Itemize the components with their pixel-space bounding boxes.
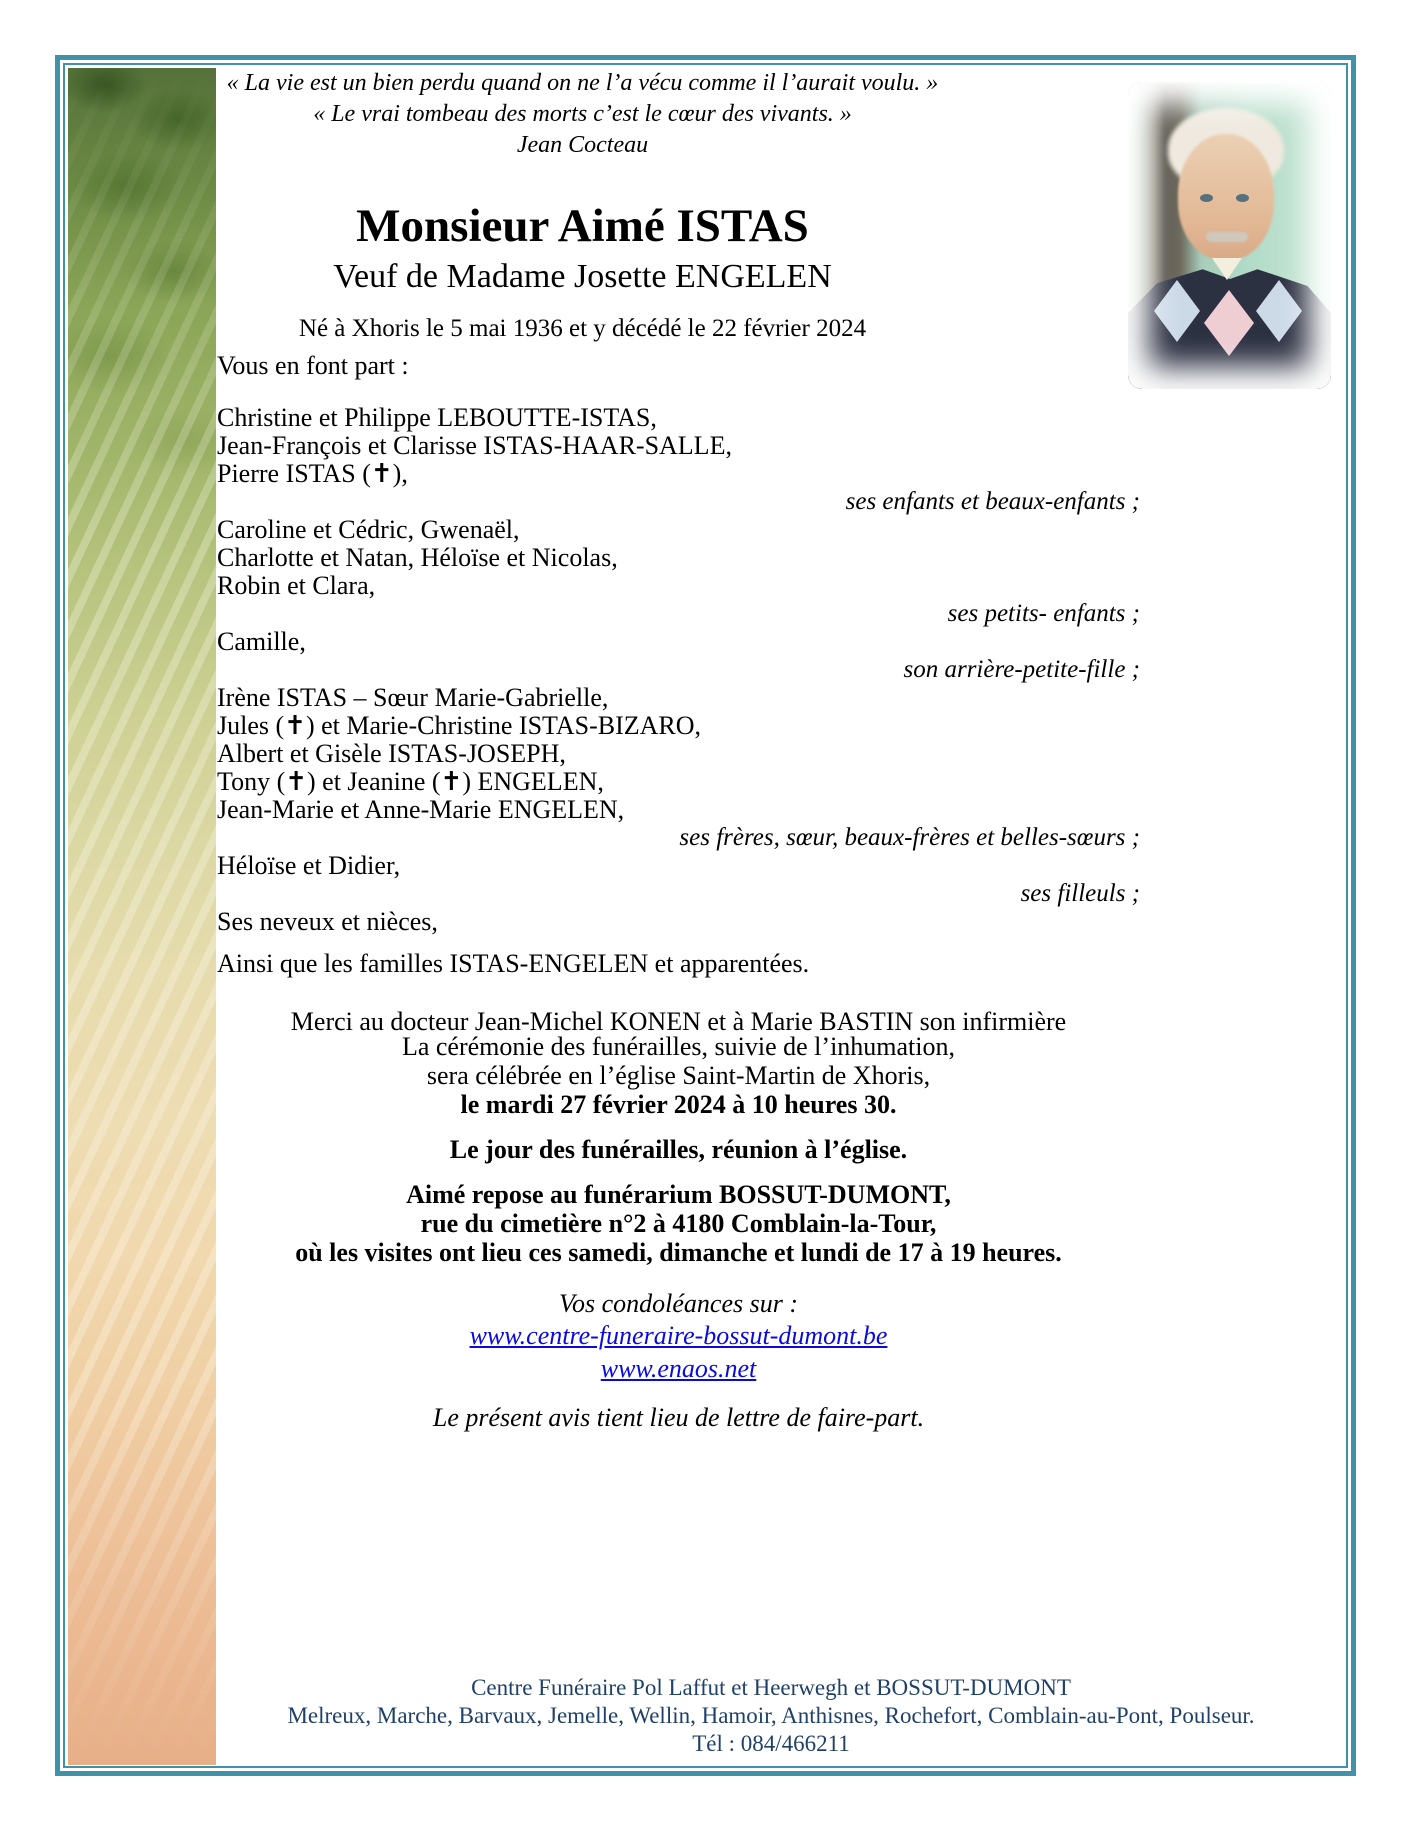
family-group-godchildren	[217, 852, 1140, 908]
family-name-line: Caroline et Cédric, Gwenaël,	[217, 515, 520, 544]
quote-author: Jean Cocteau	[516, 132, 649, 158]
related-families-line: Ainsi que les familles ISTAS-ENGELEN et apparentées.	[217, 949, 810, 978]
condolences-label: Vos condoléances sur :	[558, 1289, 798, 1318]
quote-line-2: « Le vrai tombeau des morts c’est le cœur des vivants. »	[313, 101, 852, 127]
ceremony-line-2: sera célébrée en l’église Saint-Martin de Xhoris,	[426, 1061, 931, 1090]
ceremony-date-line: le mardi 27 février 2024 à 10 heures 30.	[460, 1090, 897, 1119]
relation-label: ses petits- enfants ;	[947, 600, 1140, 627]
repose-line-2: rue du cimetière n°2 à 4180 Comblain-la-Tour,	[420, 1209, 937, 1238]
portrait-hair	[1168, 108, 1284, 190]
family-name-line: Tony (✝) et Jeanine (✝) ENGELEN,	[217, 767, 604, 796]
deceased-name-title: Monsieur Aimé ISTAS	[356, 200, 809, 252]
portrait-collar	[1212, 258, 1242, 280]
family-name-line: Jean-Marie et Anne-Marie ENGELEN,	[217, 795, 625, 824]
relation-label: ses filleuls ;	[1020, 880, 1140, 907]
family-section	[217, 352, 1140, 1036]
family-name-line: Albert et Gisèle ISTAS-JOSEPH,	[217, 739, 566, 768]
family-name-line: Charlotte et Natan, Héloïse et Nicolas,	[217, 543, 618, 572]
repose-line-1: Aimé repose au funérarium BOSSUT-DUMONT,	[406, 1180, 951, 1209]
family-group-grandchildren	[217, 516, 1140, 628]
family-name-line: Jean-François et Clarisse ISTAS-HAAR-SALLE,	[217, 431, 732, 460]
portrait-eye-right	[1236, 194, 1249, 202]
portrait-face	[1178, 134, 1274, 260]
family-name-line: Camille,	[217, 627, 306, 656]
family-group-nephews-nieces	[217, 908, 1140, 936]
relation-label: ses frères, sœur, beaux-frères et belles-sœurs ;	[679, 824, 1140, 851]
funeral-home-footer	[217, 1674, 1325, 1758]
notice-line: Le présent avis tient lieu de lettre de faire-part.	[432, 1403, 925, 1432]
family-group-children	[217, 404, 1140, 516]
deceased-portrait-photo	[1128, 82, 1331, 389]
repose-line-3: où les visites ont lieu ces samedi, dimanche et lundi de 17 à 19 heures.	[295, 1238, 1062, 1267]
meeting-line: Le jour des funérailles, réunion à l’église.	[449, 1135, 908, 1164]
photo-background	[1128, 82, 1331, 389]
family-name-line: Jules (✝) et Marie-Christine ISTAS-BIZARO,	[217, 711, 702, 740]
family-group-siblings	[217, 684, 1140, 852]
condolences-link-enaos[interactable]: www.enaos.net	[600, 1354, 757, 1383]
footer-phone-line: Tél : 084/466211	[692, 1731, 850, 1756]
footer-company-line: Centre Funéraire Pol Laffut et Heerwegh et BOSSUT-DUMONT	[471, 1675, 1071, 1700]
portrait-eye-left	[1200, 194, 1213, 202]
life-dates-line: Né à Xhoris le 5 mai 1936 et y décédé le 22 février 2024	[298, 315, 867, 342]
quote-line-1: « La vie est un bien perdu quand on ne l’a vécu comme il l’aurait voulu. »	[226, 70, 939, 96]
portrait-argyle-diamond	[1154, 280, 1200, 342]
portrait-sweater	[1128, 258, 1331, 389]
thanks-line: Merci au docteur Jean-Michel KONEN et à Marie BASTIN son infirmière	[290, 1007, 1067, 1036]
family-name-line: Héloïse et Didier,	[217, 851, 401, 880]
relation-label: ses enfants et beaux-enfants ;	[845, 488, 1140, 515]
ceremony-section	[217, 1032, 1140, 1432]
family-group-great-granddaughter	[217, 628, 1140, 684]
condolences-link-funeral-home[interactable]: www.centre-funeraire-bossut-dumont.be	[469, 1321, 888, 1350]
ceremony-line-1: La cérémonie des funérailles, suivie de l’inhumation,	[401, 1032, 956, 1061]
portrait-argyle-diamond	[1256, 280, 1302, 342]
intro-line: Vous en font part :	[217, 351, 409, 380]
family-name-line: Irène ISTAS – Sœur Marie-Gabrielle,	[217, 683, 609, 712]
deceased-subtitle: Veuf de Madame Josette ENGELEN	[333, 258, 832, 295]
family-name-line: Pierre ISTAS (✝),	[217, 459, 408, 488]
family-name-line: Ses neveux et nièces,	[217, 907, 438, 936]
relation-label: son arrière-petite-fille ;	[903, 656, 1140, 683]
footer-cities-line: Melreux, Marche, Barvaux, Jemelle, Wellin, Hamoir, Anthisnes, Rochefort, Comblain-au-Pont, Poulseur.	[287, 1703, 1255, 1728]
forest-path-side-image	[68, 68, 216, 1765]
family-name-line: Christine et Philippe LEBOUTTE-ISTAS,	[217, 403, 657, 432]
portrait-mustache	[1206, 232, 1248, 242]
header-block	[225, 68, 940, 343]
family-name-line: Robin et Clara,	[217, 571, 376, 600]
portrait-argyle-diamond	[1204, 290, 1254, 356]
